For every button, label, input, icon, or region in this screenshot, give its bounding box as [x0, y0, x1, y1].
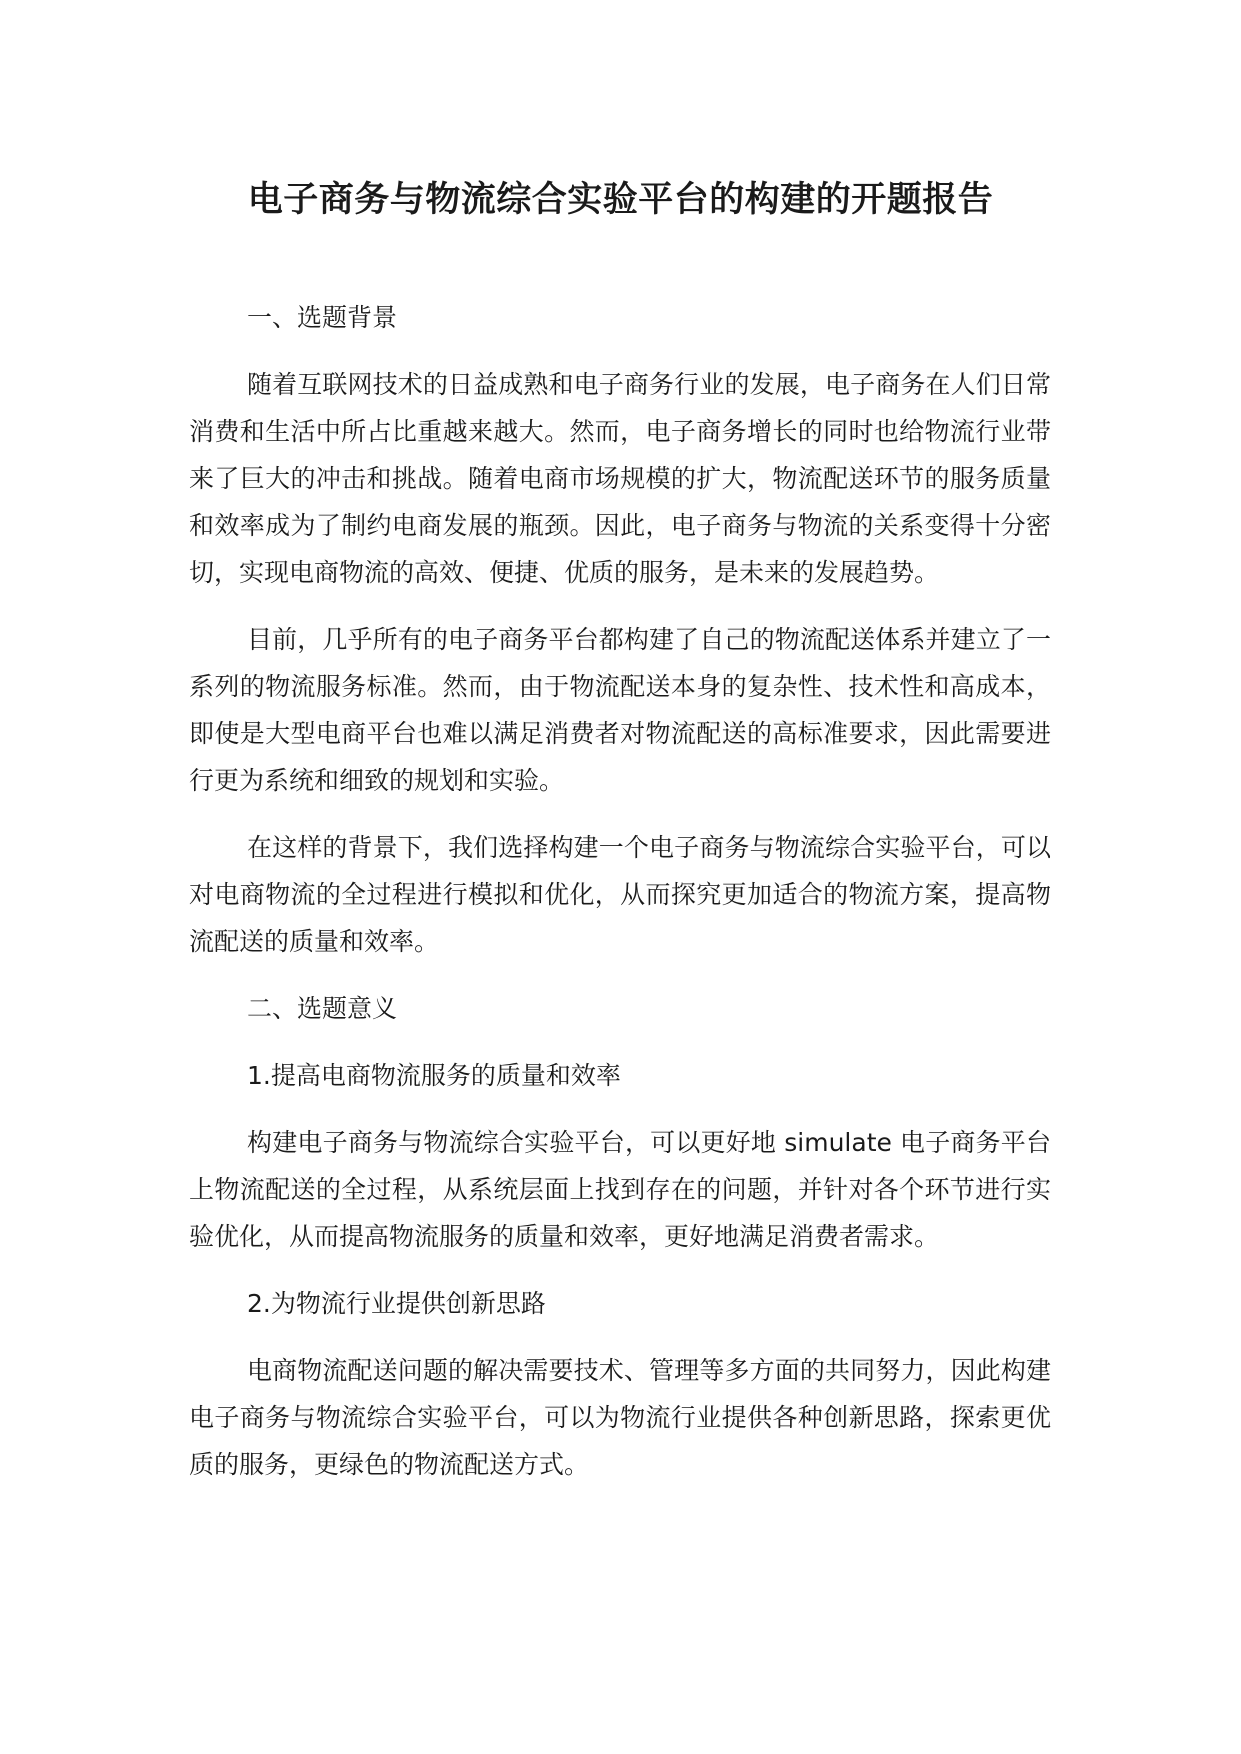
section-heading-background: 一、选题背景 [247, 303, 398, 332]
document-title: 电子商务与物流综合实验平台的构建的开题报告 [247, 180, 994, 220]
document-body [189, 294, 1051, 1508]
section-heading-significance: 二、选题意义 [247, 994, 398, 1023]
subsection-heading-quality: 1.提高电商物流服务的质量和效率 [247, 1061, 621, 1090]
paragraph: 在这样的背景下，我们选择构建一个电子商务与物流综合实验平台，可以对电商物流的全过程进行模拟和优化，从而探究更加适合的物流方案，提高物流配送的质量和效率。 [189, 833, 1051, 956]
subsection-heading-innovation: 2.为物流行业提供创新思路 [247, 1289, 546, 1318]
paragraph: 随着互联网技术的日益成熟和电子商务行业的发展，电子商务在人们日常消费和生活中所占比重越来越大。然而，电子商务增长的同时也给物流行业带来了巨大的冲击和挑战。随着电商市场规模的扩大，物流配送环节的服务质量和效率成为了制约电商发展的瓶颈。因此，电子商务与物流的关系变得十分密切，实现电商物流的高效、便捷、优质的服务，是未来的发展趋势。 [189, 370, 1051, 587]
paragraph: 构建电子商务与物流综合实验平台，可以更好地 simulate 电子商务平台上物流配送的全过程，从系统层面上找到存在的问题，并针对各个环节进行实验优化，从而提高物流服务的质量和效率，更好地满足消费者需求。 [189, 1128, 1051, 1251]
paragraph: 电商物流配送问题的解决需要技术、管理等多方面的共同努力，因此构建电子商务与物流综合实验平台，可以为物流行业提供各种创新思路，探索更优质的服务，更绿色的物流配送方式。 [189, 1356, 1051, 1479]
paragraph: 目前，几乎所有的电子商务平台都构建了自己的物流配送体系并建立了一系列的物流服务标准。然而，由于物流配送本身的复杂性、技术性和高成本，即使是大型电商平台也难以满足消费者对物流配送的高标准要求，因此需要进行更为系统和细致的规划和实验。 [189, 625, 1051, 795]
